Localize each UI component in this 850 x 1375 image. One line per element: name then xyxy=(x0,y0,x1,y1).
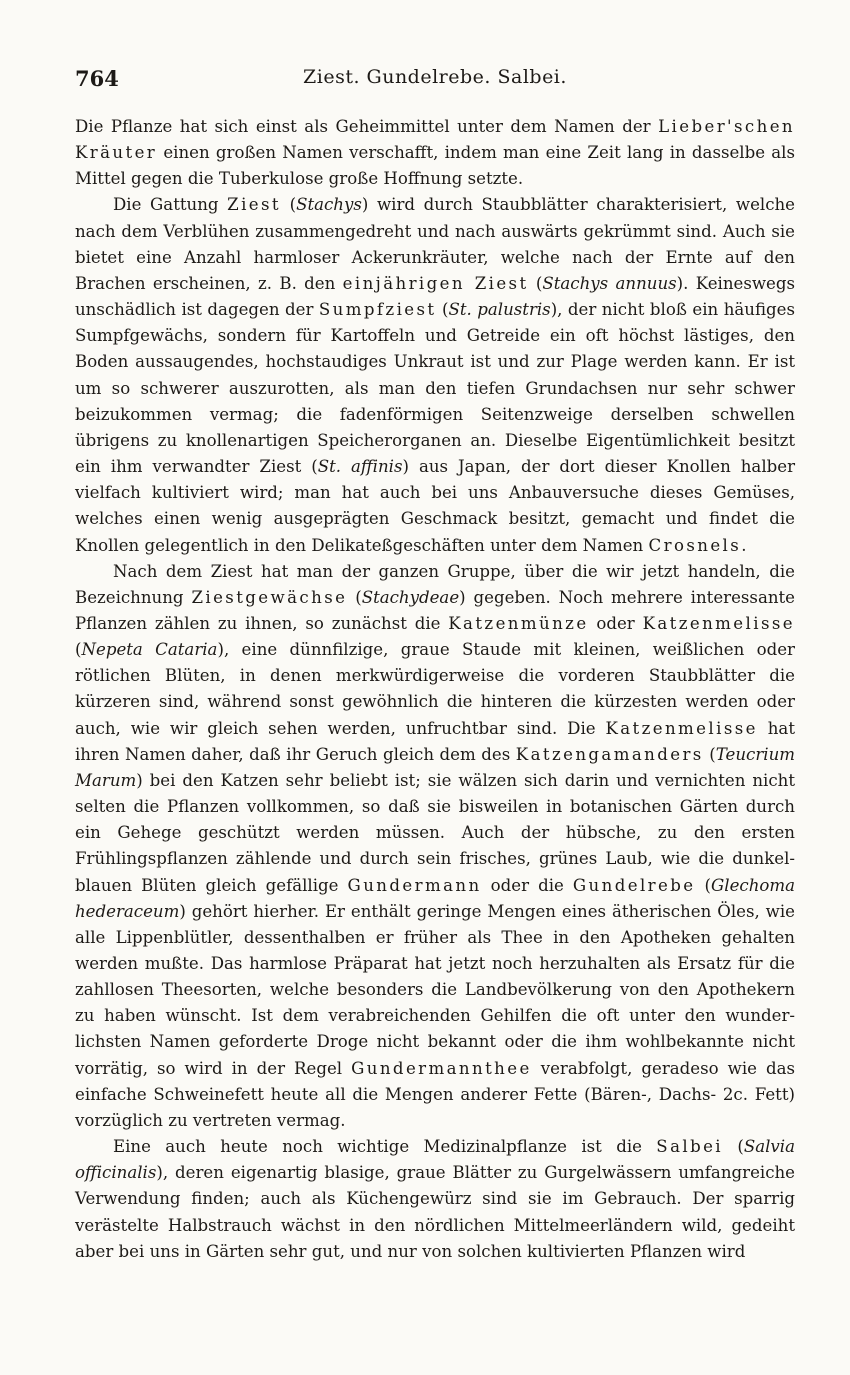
paragraph xyxy=(75,1134,795,1265)
text-run: ). Keineswegs unschädlich ist dagegen der xyxy=(75,273,796,320)
spaced-term: einjährigen Ziest xyxy=(342,273,529,293)
spaced-term: Gundelrebe xyxy=(572,875,696,895)
spaced-term: Katzenmelisse xyxy=(605,718,758,738)
text-run: ( xyxy=(75,640,82,660)
spaced-term: Lieber'schen Kräuter xyxy=(75,117,795,163)
text-run: Eine auch heute noch wichtige Medizinalpflanze ist die xyxy=(113,1137,657,1157)
text-run: ) wird durch Staubblätter charakterisiert, welche nach dem Verblühen zusammengedreht und nach auswärts gekrümmt sind. Auch sie bietet eine Anzahl harmloser Ackerunkräuter, welche nach der Ernte auf den Brachen erscheinen, z. B. den xyxy=(75,195,795,293)
text-run: ( xyxy=(695,875,712,895)
spaced-term: Ziest xyxy=(227,195,281,215)
page-number: 764 xyxy=(75,66,119,91)
paragraph xyxy=(75,559,795,1134)
text-run: oder xyxy=(588,613,643,633)
text-run: ( xyxy=(723,1137,744,1157)
spaced-term: Salbei xyxy=(656,1137,724,1157)
latin-name: St. affinis xyxy=(317,457,403,477)
latin-name: Stachys xyxy=(296,195,362,215)
latin-name: Salvia officinalis xyxy=(75,1137,795,1183)
latin-name: St. palustris xyxy=(448,300,551,320)
page-header xyxy=(75,62,795,102)
spaced-term: Gundermann xyxy=(347,875,482,895)
spaced-term: Crosnels xyxy=(648,535,742,555)
running-title: Ziest. Gundelrebe. Salbei. xyxy=(303,66,567,88)
paragraph xyxy=(75,114,795,192)
spaced-term: Katzenmünze xyxy=(448,613,589,633)
latin-name: Nepeta Cataria xyxy=(81,640,218,660)
text-run: ( xyxy=(436,300,449,320)
text-run: ), eine dünnfilzige, graue Staude mit kleinen, weißlichen oder rötlichen Blüten, in denen merkwürdigerweise die vorderen Staubblätter die kürzeren sind, während sonst gewöhnlich die hinteren die kürzesten werden oder auch, wie wir gleich sehen werden, unfruchtbar sind. Die xyxy=(75,640,795,738)
text-run: Die Pflanze hat sich einst als Geheimmittel unter dem Namen der xyxy=(75,117,659,136)
text-run: ), der nicht bloß ein häufiges Sumpfgewächs, sondern für Kartoffeln und Getreide ein oft höchst lästiges, den Boden aussaugendes, hochstaudiges Unkraut ist und zur Plage werden kann. Er ist um so schwerer auszurotten, als man den tiefen Grundachsen nur sehr schwer beizukommen vermag; die fadenförmigen Seitenzweige derselben schwellen übrigens zu knollenartigen Speicherorganen an. Dieselbe Eigentümlichkeit besitzt ein ihm verwandter Ziest ( xyxy=(75,300,795,477)
text-run: ( xyxy=(703,744,716,764)
text-run: ) gegeben. Noch mehrere interessante Pflanzen zählen zu ihnen, so zunächst die xyxy=(75,587,796,633)
spaced-term: Ziestgewächse xyxy=(191,587,348,607)
text-run: Nach dem Ziest hat man der ganzen Gruppe, über die wir jetzt handeln, die Bezeichnung xyxy=(75,561,795,607)
text-run: ) aus Japan, der dort dieser Knollen halber vielfach kultiviert wird; man hat auch bei uns Anbauversuche dieses Gemüses, welches einen wenig ausgeprägten Geschmack besitzt, gemacht und findet die Knollen gelegentlich in den Delikateßgeschäften unter dem Namen xyxy=(75,457,795,555)
text-run: einen großen Namen verschafft, indem man eine Zeit lang in dasselbe als Mittel gegen die Tuberkulose große Hoffnung setzte. xyxy=(75,143,795,189)
latin-name: Stachys annuus xyxy=(542,273,677,293)
text-run: . xyxy=(741,535,747,555)
spaced-term: Katzenmelisse xyxy=(642,613,795,633)
latin-name: Teucrium Marum xyxy=(75,744,796,790)
spaced-term: Gundermannthee xyxy=(351,1058,532,1078)
text-run: Die Gattung xyxy=(113,195,228,215)
text-run: ( xyxy=(347,587,362,607)
text-run: verabfolgt, geradeso wie das einfache Schweinefett heute all die Mengen anderer Fette (Bären-, Dachs- 2c. Fett) vorzüglich zu vertreten vermag. xyxy=(75,1058,795,1130)
paragraph xyxy=(75,192,795,558)
spaced-term: Katzengamanders xyxy=(515,744,704,764)
body-text xyxy=(75,114,795,1265)
text-run: ( xyxy=(280,195,297,215)
text-run: oder die xyxy=(481,875,573,895)
text-run: ) gehört hierher. Er enthält geringe Mengen eines ätherischen Öles, wie alle Lippenblütler, dessenthalben er früher als Thee in den Apotheken gehalten werden mußte. Das harmlose Präparat hat jetzt noch herzuhalten als Ersatz für die zahllosen Theesorten, welche besonders die Landbevölkerung von den Apothekern zu haben wünscht. Ist dem verabreichenden Gehilfen die oft unter den wunderlichsten Namen geforderte Droge nicht bekannt oder die ihm wohlbekannte nicht vorrätig, so wird in der Regel xyxy=(75,901,795,1078)
text-run: ), deren eigenartig blasige, graue Blätter zu Gurgelwässern umfangreiche Verwendung finden; auch als Küchengewürz sind sie im Gebrauch. Der sparrig verästelte Halbstrauch wächst in den nördlichen Mittelmeerländern wild, gedeiht aber bei uns in Gärten sehr gut, und nur von solchen kultivierten Pflanzen wird xyxy=(75,1163,795,1261)
text-run: ) bei den Katzen sehr beliebt ist; sie wälzen sich darin und vernichten nicht selten die Pflanzen vollkommen, so daß sie bisweilen in botanischen Gärten durch ein Gehege geschützt werden müssen. Auch der hübsche, zu den ersten Frühlingspflanzen zählende und durch sein frisches, grünes Laub, wie die dunkelblauen Blüten gleich gefällige xyxy=(75,770,795,895)
text-run: ( xyxy=(528,273,543,293)
latin-name: Stachydeae xyxy=(361,587,460,607)
text-run: hat ihren Namen daher, daß ihr Geruch gleich dem des xyxy=(75,718,795,764)
spaced-term: Sumpfziest xyxy=(318,300,437,320)
latin-name: Glechoma hederaceum xyxy=(75,875,795,921)
